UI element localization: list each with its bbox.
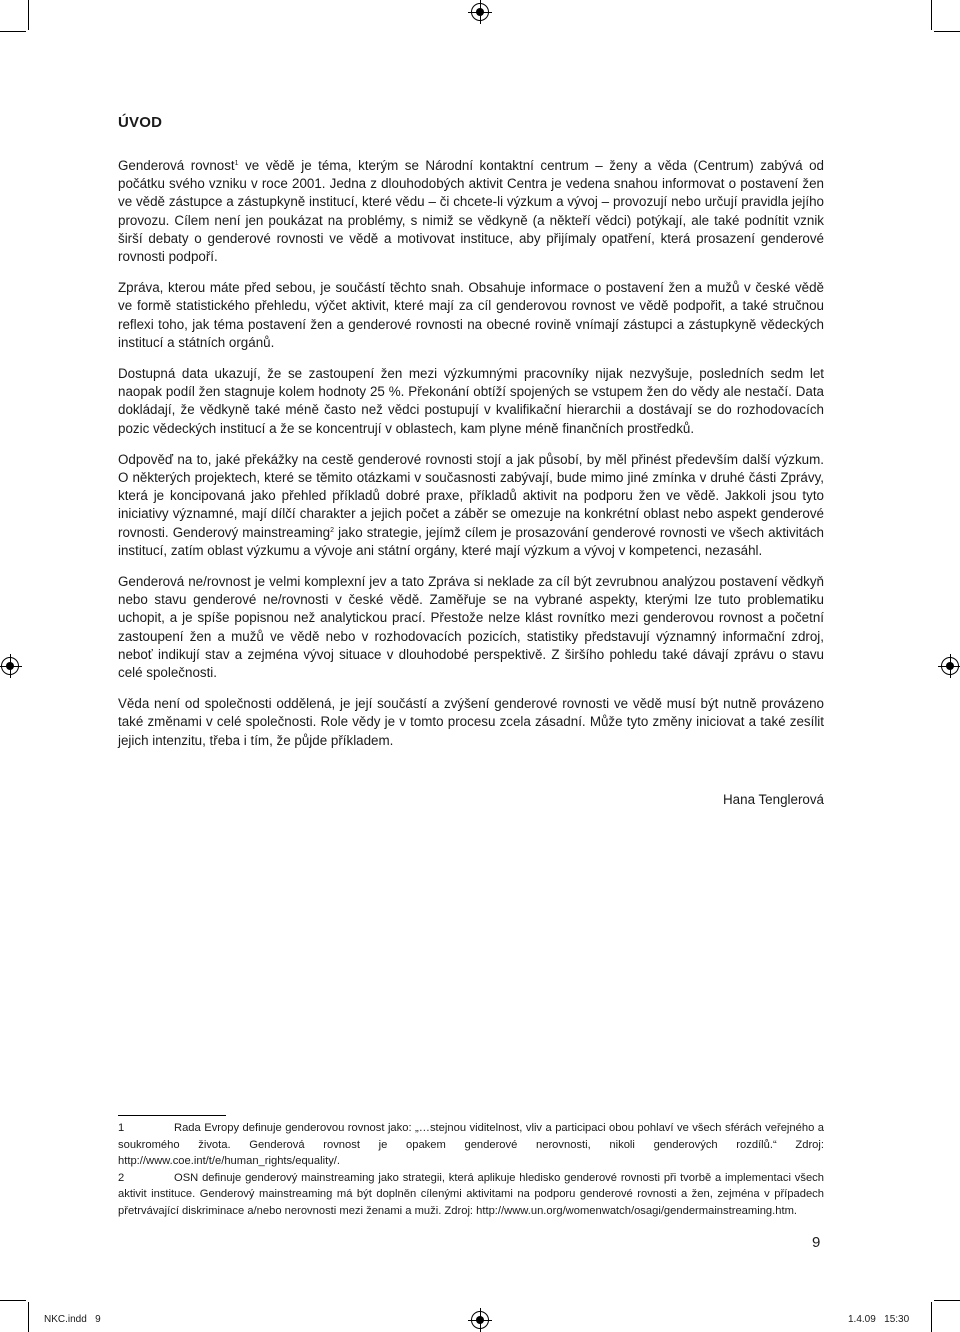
crop-mark xyxy=(28,0,29,30)
page-number: 9 xyxy=(812,1234,821,1251)
footnote: 2 OSN definuje genderový mainstreaming jako strategii, která aplikuje hledisko genderové rovnosti při tvorbě a implementaci všech aktivit instituce. Genderový mainstreaming má být doplněn cílenými aktivitami na podporu genderové rovnosti a žen, zejména v případech přetrvávající diskriminace a/nebo nerovnosti mezi ženami a muži. Zdroj: http://www.un.org/womenwatch/osagi/gendermainstreaming.htm. xyxy=(118,1171,824,1217)
page-title: ÚVOD xyxy=(118,114,163,131)
paragraph: Genderová ne/rovnost je velmi komplexní jev a tato Zpráva si neklade za cíl být zevrubnou analýzou postavení vědkyň nebo stavu genderové ne/rovnosti v české vědě. Zaměřuje se na vybrané aspekty, kterými lze tuto problematiku uchopit, a je spíše popisnou než analytickou prací. Přestože nelze klást rovnítko mezi genderovou rovnost a početní zastoupení žen a mužů ve vědě nebo v rozhodovacích pozicích, statistiky představují významný informační zdroj, neboť indikují stav a zejména vývoj situace v dlouhodobé perspektivě. Z širšího pohledu také dávají zprávu o stavu celé společnosti. xyxy=(118,574,824,681)
registration-mark-icon xyxy=(1,657,19,675)
slug-timestamp: 1.4.09 15:30 xyxy=(848,1314,910,1325)
crop-mark xyxy=(931,0,932,30)
paragraph: Zpráva, kterou máte před sebou, je součástí těchto snah. Obsahuje informace o postavení žen a mužů v české vědě ve formě statistického přehledu, výčet aktivit, které mají za cíl genderovou rovnost ve vědě podpořit, a také stručnou reflexi toho, jak téma postavení žen a genderové rovnosti na obecné rovině vnímají zástupci a zástupkyně vědeckých institucí a státních orgánů. xyxy=(118,280,824,350)
slug-filename: NKC.indd 9 xyxy=(44,1314,101,1325)
footnote-number: 1 xyxy=(118,1122,125,1134)
registration-mark-icon xyxy=(471,3,489,21)
footnote-ref[interactable]: 1 xyxy=(234,160,239,167)
paragraph: Genderová rovnost$^1$ ve vědě je téma, kterým se Národní kontaktní centrum – ženy a věda (Centrum) zabývá od počátku svého vzniku v roce 2001. Jedna z dlouhodobých aktivit Centra je vedena snahou informovat o postavení žen ve vědě zástupce a zástupkyně institucí, které vědu – či chcete-li výzkum a vývoj – provozují nebo určují pravidla jejího provozu. Cílem není jen poukázat na problémy, s nimiž se vědkyně (a někteří vědci) potýkají, ale také podnítit vznik širší debaty o genderové rovnosti ve vědě a motivovat instituce, aby přijímaly opatření, která prosazení genderové rovnosti podpoří. xyxy=(118,158,825,265)
crop-mark xyxy=(934,31,960,32)
footnotes xyxy=(118,1120,824,1219)
author-signature: Hana Tenglerová xyxy=(723,792,824,807)
paragraph: Dostupná data ukazují, že se zastoupení žen mezi výzkumnými pracovníky nijak nezvyšuje, posledních sedm let naopak podíl žen stagnuje kolem hodnoty 25 %. Překonání obtíží spojených se vstupem žen do vědy ale nestačí. Data dokládají, že vědkyně také méně často než vědci postupují v kvalifikační hierarchii a dostávají se do rozhodovacích pozic vědeckých institucí a že se koncentrují v oblastech, kam plyne méně finančních prostředků. xyxy=(118,366,824,436)
footnote-divider xyxy=(118,1115,226,1116)
crop-mark xyxy=(0,31,26,32)
footnote: 1 Rada Evropy definuje genderovou rovnost jako: „…stejnou viditelnost, vliv a participaci obou pohlaví ve všech sférách veřejného a soukromého života. Genderová rovnost je opakem genderové nerovnosti, nikoli genderových rozdílů.“ Zdroj: http://www.coe.int/t/e/human_rights/equality/. xyxy=(118,1122,824,1167)
paragraph: Věda není od společnosti oddělená, je její součástí a zvýšení genderové rovnosti ve vědě musí být nutně provázeno také změnami v celé společnosti. Role vědy je v tomto procesu zcela zásadní. Může tyto změny iniciovat a také zesílit jejich intenzitu, třeba i tím, že půjde příkladem. xyxy=(118,696,824,748)
registration-mark-icon xyxy=(471,1311,489,1329)
crop-mark xyxy=(931,1302,932,1332)
crop-mark xyxy=(28,1302,29,1332)
body-text xyxy=(118,157,824,763)
registration-mark-icon xyxy=(941,657,959,675)
footnote-ref[interactable]: 2 xyxy=(330,526,334,534)
footnote-number: 2 xyxy=(118,1171,125,1184)
paragraph: Odpověď na to, jaké překážky na cestě genderové rovnosti stojí a jak působí, by měl přinést především další výzkum. O některých projektech, které se těmito otázkami v současnosti zabývají, bude mimo jiné zmínka v druhé části Zprávy, která je koncipovaná jako přehled příkladů dobré praxe, příkladů aktivit na podporu žen ve vědě. Jakkoli jsou tyto iniciativy významné, mají dílčí charakter a jejich počet a záběr se omezuje na konkrétní oblast nebo aspekt genderové rovnosti. Genderový mainstreaming$^2$ jako strategie, jejímž cílem je prosazování genderové rovnosti ve všech aktivitách institucí, zatím oblast výzkumu a vývoje ani státní orgány, které mají výzkum a vývoj v kompetenci, nezasáhl. xyxy=(118,451,824,558)
crop-mark xyxy=(934,1300,960,1301)
crop-mark xyxy=(0,1300,26,1301)
